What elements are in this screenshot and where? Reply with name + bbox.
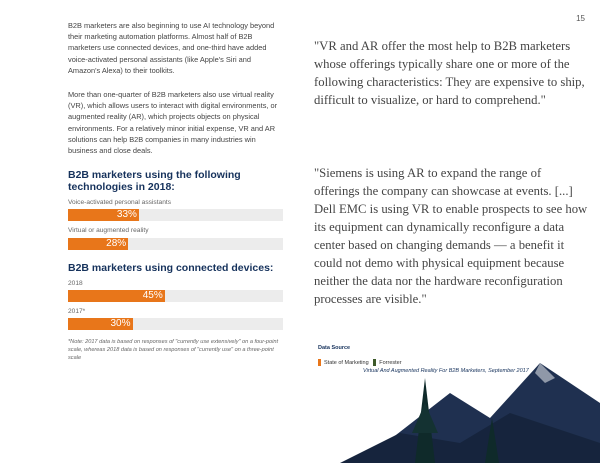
bar-fill (68, 238, 128, 250)
page-number: 15 (576, 14, 585, 23)
bar-fill (68, 290, 165, 302)
legend-forrester: Forrester (379, 359, 402, 366)
footnote: *Note: 2017 data is based on responses of "currently use extensively" on a four-point scale, whereas 2018 data is based on responses of "currently use" on a three-point scale (68, 339, 279, 362)
bar-track (68, 238, 283, 250)
bar-value: 30% (110, 318, 131, 330)
bar-value: 33% (116, 209, 137, 221)
bar-label: Voice-activated personal assistants (68, 199, 171, 207)
legend-swatch-state (318, 359, 321, 366)
bar-fill (68, 318, 133, 330)
bar-label: Virtual or augmented reality (68, 227, 149, 235)
bar-fill (68, 209, 139, 221)
mountain-illustration (340, 323, 600, 463)
bar-value: 28% (106, 237, 127, 249)
data-source-title: Data Source (318, 345, 351, 351)
chart1 (68, 197, 283, 249)
intro-paragraph: B2B marketers are also beginning to use AI technology beyond their marketing automation platforms. Almost half of B2B marketers use connected devices, and one-third have added voice-activated personal assistants (like Apple's Siri and Amazon's Alexa) to their toolkits. (68, 21, 275, 75)
bar-track (68, 290, 283, 302)
bar-track (68, 318, 283, 330)
legend-state: State of Marketing (324, 359, 369, 366)
quote-1: "VR and AR offer the most help to B2B marketers whose offerings typically share one or more of the following characteristics: They are expensive to ship, difficult to visualize, or hard to comprehend." (314, 39, 585, 107)
chart2 (68, 278, 283, 330)
bar-track (68, 209, 283, 221)
bar-label: 2017* (68, 307, 86, 315)
bar-label: 2018 (68, 279, 83, 287)
chart1-title: B2B marketers using the following technologies in 2018: (68, 169, 241, 194)
citation: Virtual And Augmented Reality For B2B Marketers, September 2017 (363, 368, 529, 374)
quote-2: "Siemens is using AR to expand the range of offerings the company can showcase at events. [...] Dell EMC is using VR to enable prospects to see how its equipment can dynamically reconfigure a data center based on changing demands — a benefit it could not demo with physical equipment because neither the data nor the hardware reconfiguration processes are visible." (314, 166, 588, 306)
intro-paragraph: More than one-quarter of B2B marketers also use virtual reality (VR), which allows users to interact with digital environments, or augmented reality (AR), which projects objects on physical environments. For a relatively minor initial expense, VR and AR solutions can help B2B companies in many industries win business and close deals. (68, 90, 278, 156)
left-column (68, 20, 283, 362)
bar-value: 45% (142, 289, 163, 301)
chart2-title: B2B marketers using connected devices: (68, 261, 274, 274)
